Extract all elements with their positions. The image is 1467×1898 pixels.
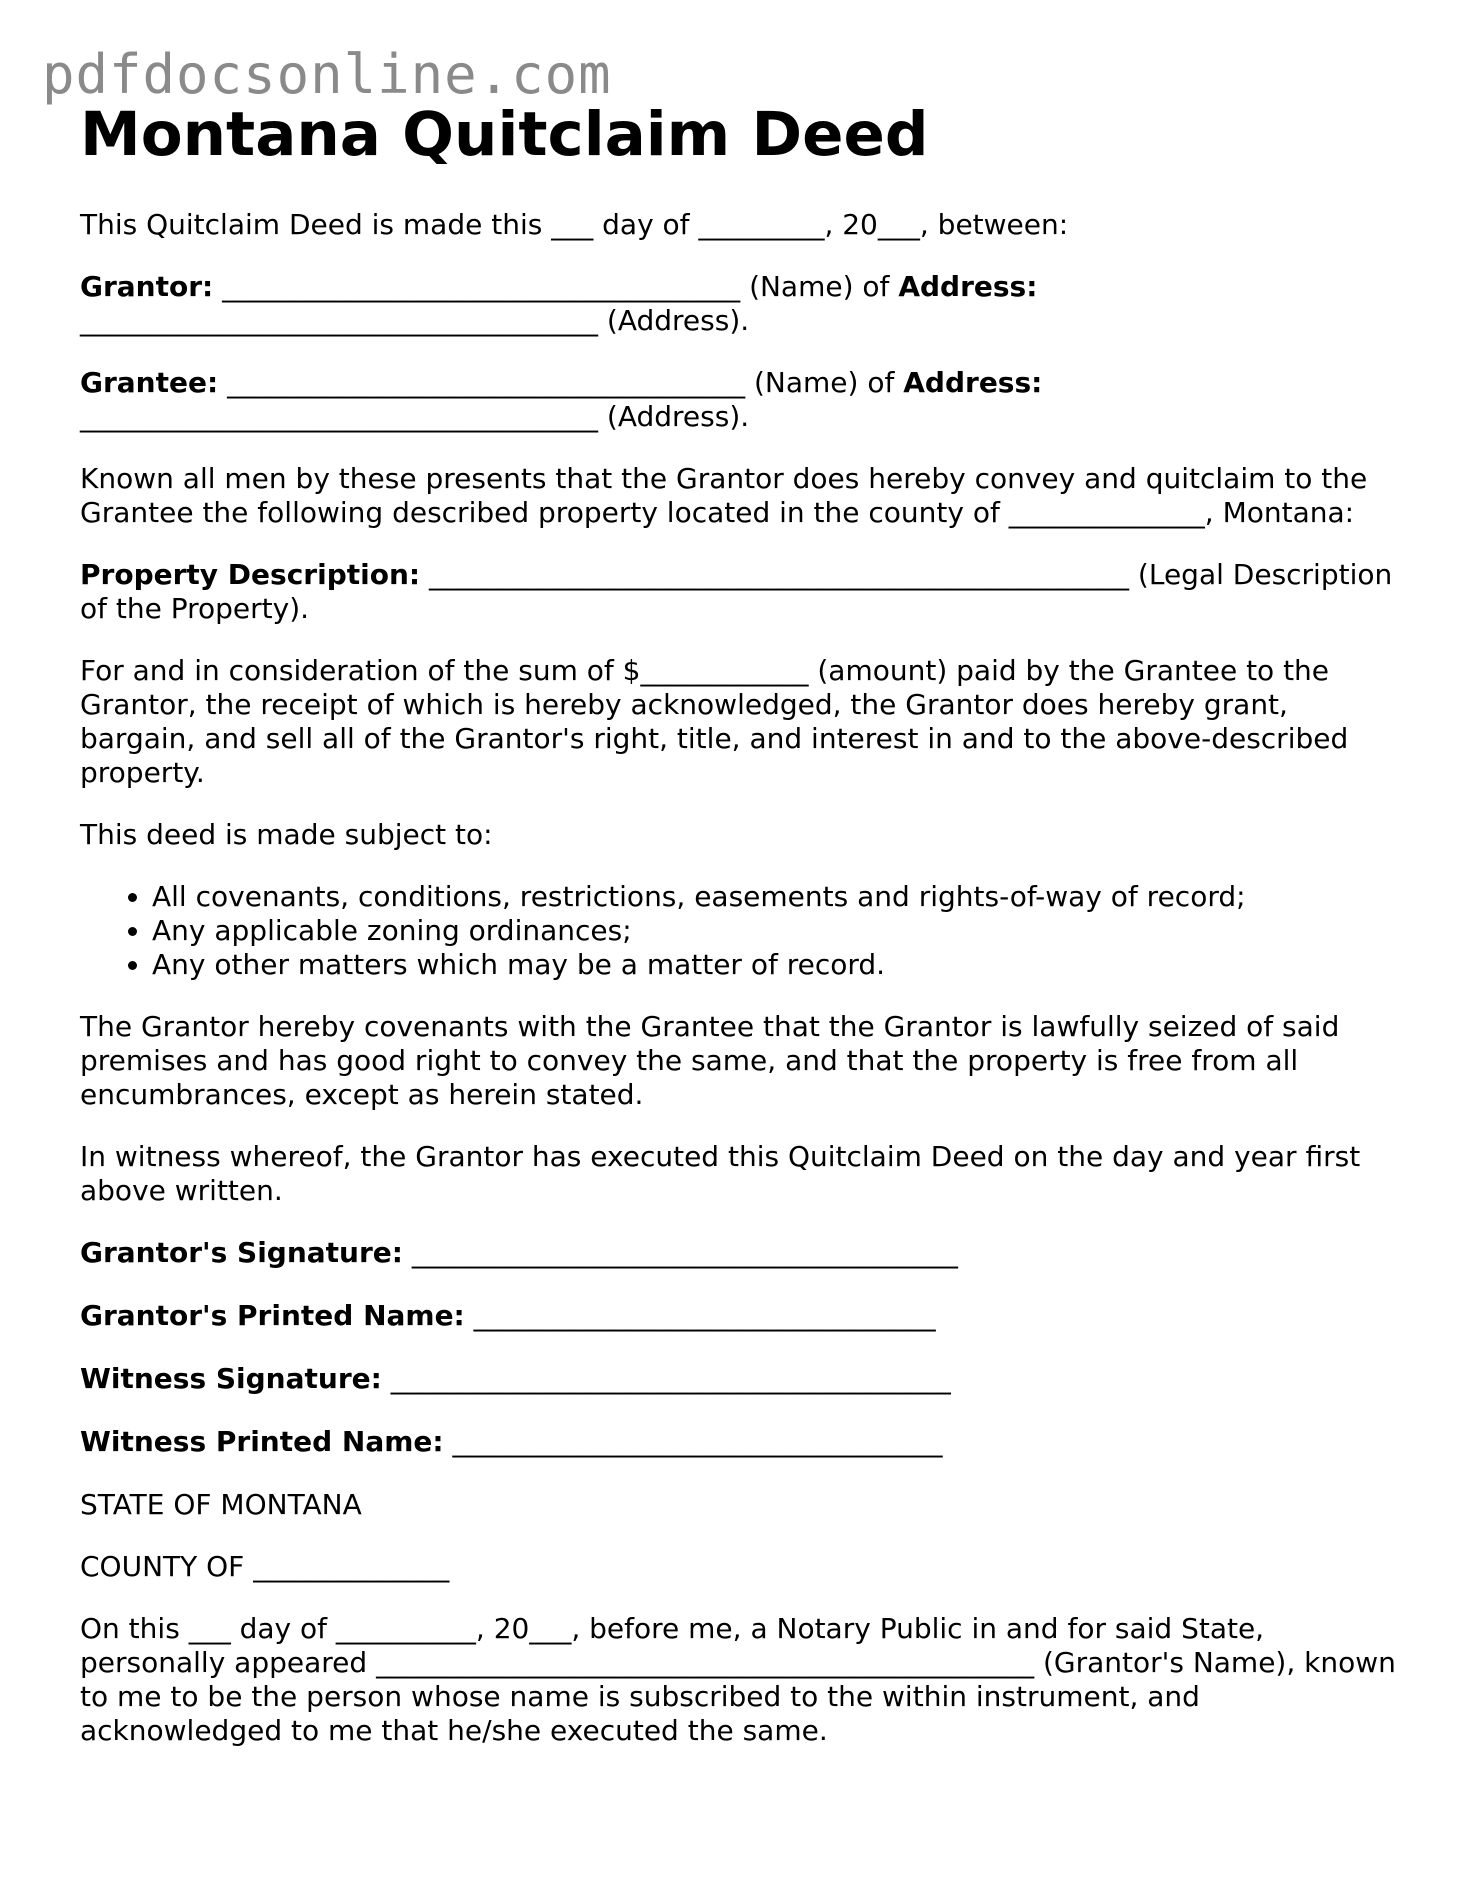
property-paragraph <box>80 558 1410 626</box>
conveyance-text: Known all men by these presents that the Grantor does hereby convey and quitclaim to the Grantee the following described property located in the county of <box>80 462 1368 530</box>
county-blank[interactable]: ______________ <box>1008 496 1205 530</box>
document-title: Montana Quitclaim Deed <box>80 99 929 170</box>
grantee-label: Grantee: <box>80 366 219 400</box>
list-item: • All covenants, conditions, restrictions, easements and rights-of-way of record; <box>152 880 1410 914</box>
conveyance-paragraph <box>80 462 1410 530</box>
notary-text: (Grantor's Name), known to me to be the person whose name is subscribed to the within instrument, and acknowledged to me that he/she executed the same. <box>80 1646 1396 1748</box>
intro-text: , between: <box>919 208 1069 242</box>
intro-text: , 20 <box>824 208 878 242</box>
year-blank[interactable]: ___ <box>877 208 920 242</box>
grantor-signature-label: Grantor's Signature: <box>80 1236 403 1270</box>
witness-printed-name-blank[interactable]: ___________________________________ <box>452 1425 943 1459</box>
grantor-address-suffix: (Address). <box>606 304 750 338</box>
intro-text: day of <box>602 208 690 242</box>
grantee-name-blank[interactable]: _____________________________________ <box>227 366 746 400</box>
witness-signature-blank[interactable]: ________________________________________ <box>390 1362 951 1396</box>
grantor-address-label: Address: <box>898 270 1038 304</box>
property-suffix: (Legal Description of the Property). <box>80 558 1393 626</box>
grantor-paragraph <box>80 270 1410 338</box>
grantee-paragraph <box>80 366 1410 434</box>
grantee-name-suffix: (Name) of <box>754 366 895 400</box>
witness-printed-name-line <box>80 1425 1410 1459</box>
grantor-printed-name-label: Grantor's Printed Name: <box>80 1299 465 1333</box>
grantor-signature-line <box>80 1236 1410 1270</box>
grantor-printed-name-blank[interactable]: _________________________________ <box>473 1299 936 1333</box>
list-item: • Any applicable zoning ordinances; <box>152 914 1410 948</box>
intro-text: This Quitclaim Deed is made this <box>80 208 543 242</box>
property-blank[interactable]: __________________________________________________ <box>429 558 1129 592</box>
consideration-paragraph <box>80 654 1410 790</box>
grantor-label: Grantor: <box>80 270 214 304</box>
subject-list <box>80 880 1410 982</box>
document-page <box>80 100 1410 1776</box>
covenant-paragraph: The Grantor hereby covenants with the Grantee that the Grantor is lawfully seized of said premises and has good right to convey the same, and that the property is free from all encumbrances, except as herein stated. <box>80 1010 1340 1112</box>
grantor-name-blank[interactable]: _____________________________________ <box>222 270 741 304</box>
notary-text: On this <box>80 1612 180 1646</box>
notary-year-blank[interactable]: ___ <box>529 1612 572 1646</box>
notary-paragraph <box>80 1612 1410 1748</box>
grantor-address-blank[interactable]: _____________________________________ <box>80 304 598 338</box>
conveyance-text-end: , Montana: <box>1204 496 1355 530</box>
grantee-address-suffix: (Address). <box>606 400 750 434</box>
notary-day-blank[interactable]: ___ <box>188 1612 231 1646</box>
list-item: • Any other matters which may be a matter of record. <box>152 948 1410 982</box>
watermark: pdfdocsonline.com <box>42 43 612 106</box>
notary-grantor-name-blank[interactable]: _______________________________________________ <box>376 1646 1035 1680</box>
grantor-printed-name-line <box>80 1299 1410 1333</box>
witness-signature-line <box>80 1362 1410 1396</box>
grantee-address-label: Address: <box>903 366 1043 400</box>
witness-clause: In witness whereof, the Grantor has executed this Quitclaim Deed on the day and year first above written. <box>80 1140 1361 1208</box>
notary-text: , before me, a Notary Public in and for said State, personally appeared <box>80 1612 1265 1680</box>
notary-text: day of <box>239 1612 327 1646</box>
month-blank[interactable]: _________ <box>698 208 825 242</box>
notary-state: STATE OF MONTANA <box>80 1488 362 1522</box>
witness-printed-name-label: Witness Printed Name: <box>80 1425 444 1459</box>
consideration-text: For and in consideration of the sum of $ <box>80 654 641 688</box>
grantor-signature-blank[interactable]: _______________________________________ <box>411 1236 958 1270</box>
amount-blank[interactable]: ____________ <box>640 654 809 688</box>
notary-county-label: COUNTY OF <box>80 1550 245 1584</box>
grantee-address-blank[interactable]: _____________________________________ <box>80 400 598 434</box>
notary-county-blank[interactable]: ______________ <box>253 1550 450 1584</box>
day-blank[interactable]: ___ <box>551 208 594 242</box>
property-label: Property Description: <box>80 558 421 592</box>
notary-county-line <box>80 1550 1410 1584</box>
notary-text: , 20 <box>475 1612 530 1646</box>
consideration-text: (amount) paid by the Grantee to the Grantor, the receipt of which is hereby acknowledged, the Grantor does hereby grant, bargain, and sell all of the Grantor's right, title, and interest in and to the above-described property. <box>80 654 1349 790</box>
intro-paragraph <box>80 208 1410 242</box>
subject-intro: This deed is made subject to: <box>80 818 493 852</box>
witness-signature-label: Witness Signature: <box>80 1362 382 1396</box>
notary-month-blank[interactable]: __________ <box>335 1612 476 1646</box>
grantor-name-suffix: (Name) of <box>749 270 890 304</box>
